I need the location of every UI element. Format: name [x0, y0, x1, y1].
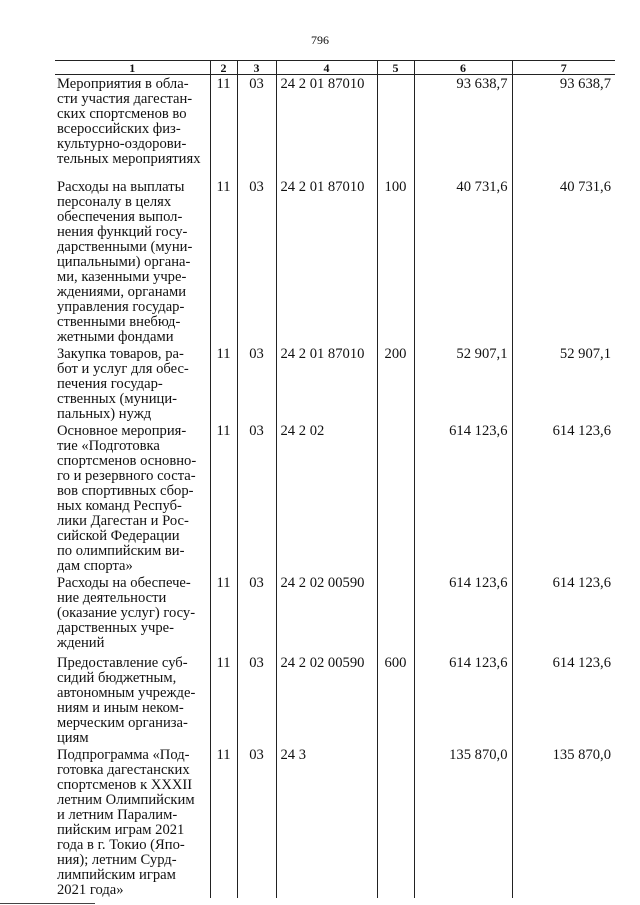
row-name-line: обеспечения выпол-: [57, 208, 183, 225]
row-name-line: Подпрограмма «Под-: [57, 746, 190, 763]
row-name-line: культурно-оздорови-: [57, 136, 187, 152]
row-name-line: нения функций госу-: [57, 223, 188, 240]
row-name-cell: [55, 574, 210, 654]
expense-type-cell: 100: [377, 178, 414, 345]
row-name-line: дарственных учре-: [57, 619, 174, 636]
expense-type-cell: 200: [377, 345, 414, 422]
row-name-line: года в г. Токио (Япо-: [57, 836, 185, 853]
row-name-line: сти участия дагестан-: [57, 91, 193, 107]
target-item-cell: 24 2 02 00590: [276, 574, 377, 654]
target-item-cell: 24 2 02 00590: [276, 654, 377, 746]
row-name-line: и летним Паралим-: [57, 806, 178, 823]
subsection-cell: 03: [237, 345, 276, 422]
subsection-cell: 03: [237, 654, 276, 746]
header-col-5: 5: [377, 61, 414, 75]
row-name-line: ждениями, органами: [57, 283, 187, 300]
row-name-line: Расходы на выплаты: [57, 178, 185, 195]
target-item-cell: 24 2 01 87010: [276, 75, 377, 178]
row-name-line: мерческим организа-: [57, 714, 188, 731]
subsection-cell: 03: [237, 75, 276, 178]
row-name-line: ных команд Респуб-: [57, 497, 182, 514]
subsection-cell: 03: [237, 574, 276, 654]
row-name-line: сийской Федерации: [57, 527, 180, 544]
row-name-cell: [55, 654, 210, 746]
table-row: [55, 746, 615, 898]
target-item-cell: 24 3: [276, 746, 377, 898]
row-name-line: бот и услуг для обес-: [57, 360, 189, 377]
amount-1-cell: 135 870,0: [414, 746, 512, 898]
amount-2-cell: 52 907,1: [512, 345, 615, 422]
row-name-line: жетными фондами: [57, 328, 174, 345]
expense-type-cell: [377, 422, 414, 574]
row-name-line: ние деятельности: [57, 589, 167, 606]
header-col-6: 6: [414, 61, 512, 75]
section-cell: 11: [210, 422, 237, 574]
table-row: [55, 654, 615, 746]
table-row: [55, 75, 615, 178]
header-col-7: 7: [512, 61, 615, 75]
table-row: [55, 422, 615, 574]
row-name-line: готовка дагестанских: [57, 761, 190, 778]
amount-1-cell: 614 123,6: [414, 654, 512, 746]
amount-2-cell: 614 123,6: [512, 654, 615, 746]
row-name-line: ждений: [57, 634, 105, 651]
amount-1-cell: 614 123,6: [414, 574, 512, 654]
amount-2-cell: 135 870,0: [512, 746, 615, 898]
header-col-1: 1: [55, 61, 210, 75]
row-name-line: спортсменов к XXXII: [57, 776, 193, 793]
row-name-line: спортсменов основно-: [57, 452, 197, 469]
row-name-cell: [55, 422, 210, 574]
amount-1-cell: 614 123,6: [414, 422, 512, 574]
row-name-line: Расходы на обеспече-: [57, 574, 191, 591]
row-name-line: тие «Подготовка: [57, 437, 160, 454]
amount-2-cell: 614 123,6: [512, 422, 615, 574]
amount-1-cell: 52 907,1: [414, 345, 512, 422]
row-name-line: ния); летним Сурд-: [57, 851, 177, 868]
expense-type-cell: [377, 75, 414, 178]
subsection-cell: 03: [237, 746, 276, 898]
amount-2-cell: 614 123,6: [512, 574, 615, 654]
section-cell: 11: [210, 654, 237, 746]
row-name-line: вов спортивных сбор-: [57, 482, 194, 499]
expense-type-cell: [377, 746, 414, 898]
expense-type-cell: 600: [377, 654, 414, 746]
target-item-cell: 24 2 02: [276, 422, 377, 574]
row-name-line: ственных (муници-: [57, 390, 177, 407]
row-name-cell: [55, 75, 210, 178]
row-name-line: сидий бюджетным,: [57, 669, 177, 686]
table-header: [55, 61, 615, 75]
row-name-cell: [55, 345, 210, 422]
header-col-3: 3: [237, 61, 276, 75]
row-name-line: печения государ-: [57, 375, 163, 392]
row-name-line: (оказание услуг) госу-: [57, 604, 196, 621]
row-name-line: Мероприятия в обла-: [57, 76, 189, 92]
amount-2-cell: 93 638,7: [512, 75, 615, 178]
row-name-line: персоналу в целях: [57, 193, 172, 210]
row-name-line: тельных мероприятиях: [57, 151, 201, 167]
subsection-cell: 03: [237, 422, 276, 574]
section-cell: 11: [210, 75, 237, 178]
expense-type-cell: [377, 574, 414, 654]
row-name-line: всероссийских физ-: [57, 121, 181, 137]
section-cell: 11: [210, 574, 237, 654]
header-col-4: 4: [276, 61, 377, 75]
section-cell: 11: [210, 345, 237, 422]
row-name-line: Основное мероприя-: [57, 422, 187, 439]
section-cell: 11: [210, 746, 237, 898]
header-row: [55, 61, 615, 75]
row-name-line: ственными внебюд-: [57, 313, 181, 330]
table-row: [55, 345, 615, 422]
row-name-line: 2021 года»: [57, 881, 124, 898]
row-name-line: циям: [57, 729, 89, 746]
subsection-cell: 03: [237, 178, 276, 345]
target-item-cell: 24 2 01 87010: [276, 345, 377, 422]
row-name-cell: [55, 746, 210, 898]
row-name-line: лики Дагестан и Рос-: [57, 512, 189, 529]
row-name-line: пийским играм 2021: [57, 821, 185, 838]
row-name-line: управления государ-: [57, 298, 185, 315]
row-name-line: по олимпийским ви-: [57, 542, 185, 559]
header-col-2: 2: [210, 61, 237, 75]
page-number: 796: [311, 33, 329, 47]
footer-divider: [0, 903, 95, 904]
row-name-line: ниям и иным неком-: [57, 699, 184, 716]
row-name-cell: [55, 178, 210, 345]
row-name-line: дам спорта»: [57, 557, 133, 574]
row-name-line: автономным учрежде-: [57, 684, 196, 701]
row-name-line: го и резервного соста-: [57, 467, 196, 484]
budget-table: [55, 60, 615, 898]
row-name-line: Предоставление суб-: [57, 654, 188, 671]
row-name-line: дарственными (муни-: [57, 238, 193, 255]
row-name-line: ми, казенными учре-: [57, 268, 187, 285]
table-row: [55, 178, 615, 345]
row-name-line: ских спортсменов во: [57, 106, 187, 122]
row-name-line: пальных) нужд: [57, 405, 152, 422]
amount-2-cell: 40 731,6: [512, 178, 615, 345]
target-item-cell: 24 2 01 87010: [276, 178, 377, 345]
row-name-line: ципальными) органа-: [57, 253, 191, 270]
row-name-line: летним Олимпийским: [57, 791, 195, 808]
amount-1-cell: 40 731,6: [414, 178, 512, 345]
amount-1-cell: 93 638,7: [414, 75, 512, 178]
table-row: [55, 574, 615, 654]
section-cell: 11: [210, 178, 237, 345]
row-name-line: Закупка товаров, ра-: [57, 345, 184, 362]
table-body: [55, 75, 615, 898]
row-name-line: лимпийским играм: [57, 866, 176, 883]
